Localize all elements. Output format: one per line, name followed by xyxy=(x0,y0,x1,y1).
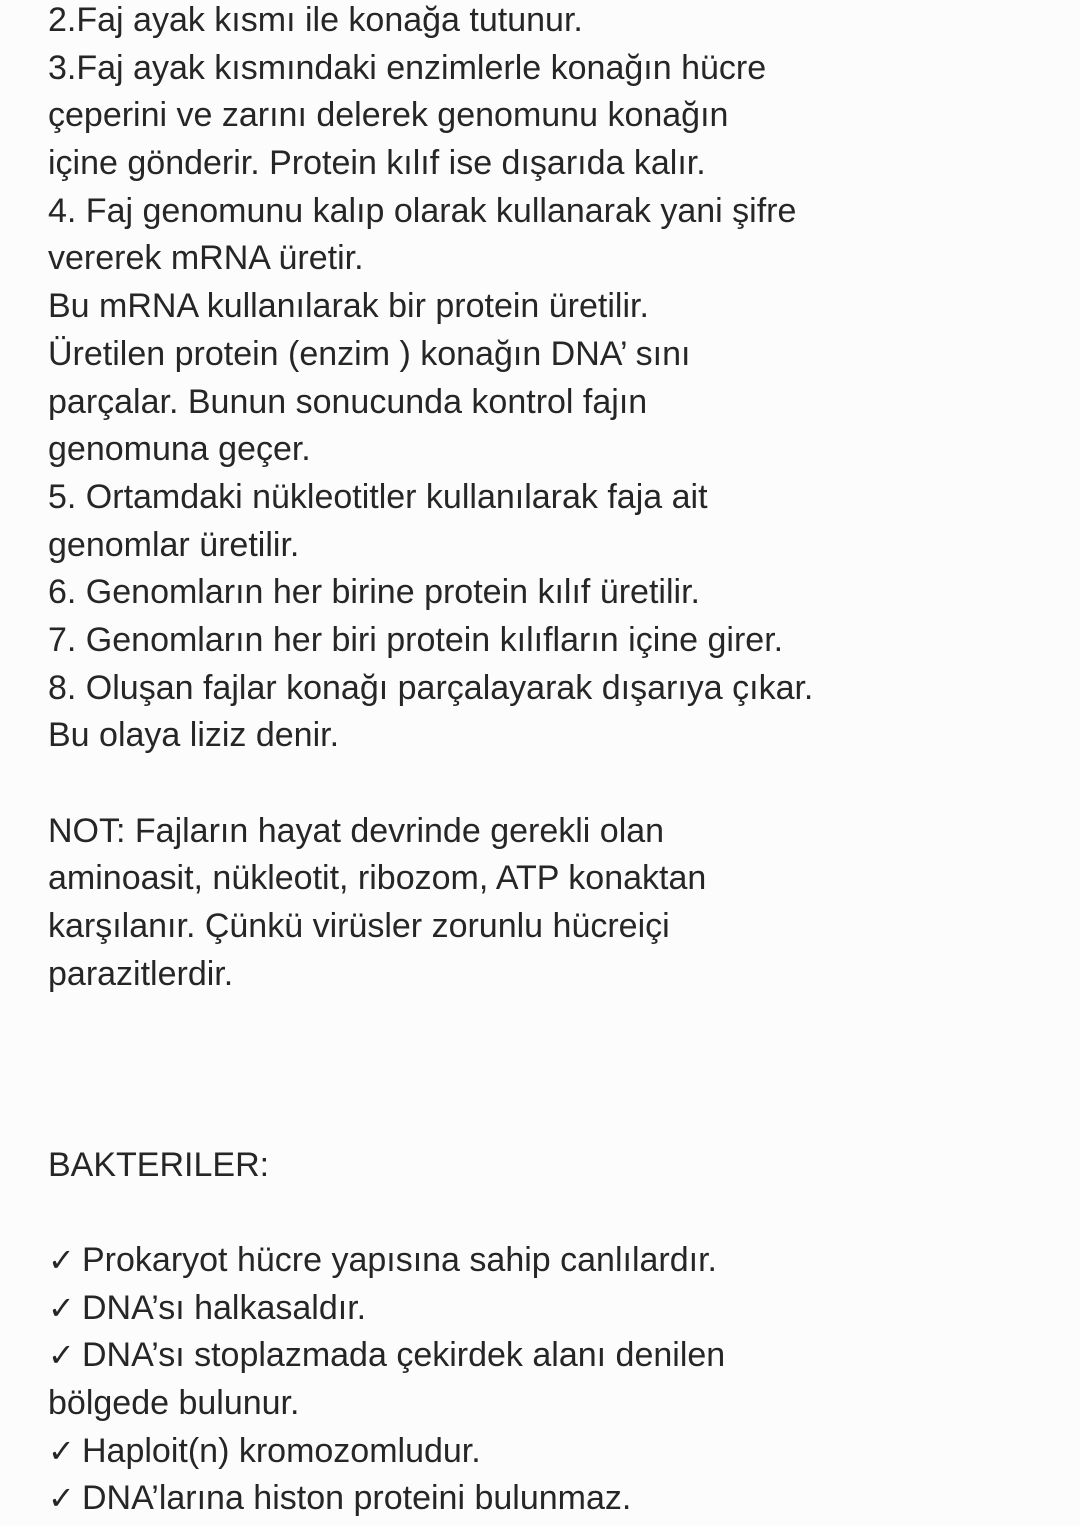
step-4-line-1: 4. Faj genomunu kalıp olarak kullanarak yani şifre xyxy=(48,191,797,230)
step-5-line-1: 5. Ortamdaki nükleotitler kullanılarak faja ait xyxy=(48,477,708,516)
step-4-line-3: Bu mRNA kullanılarak bir protein üretilir. xyxy=(48,287,649,326)
step-2-line: 2.Faj ayak kısmı ile konağa tutunur. xyxy=(48,1,583,39)
step-3-line-1: 3.Faj ayak kısmındaki enzimlerle konağın hücre xyxy=(48,48,767,87)
paragraph-gap xyxy=(48,760,1058,808)
checkmark-icon: ✓ xyxy=(48,1288,75,1327)
bacteria-heading: BAKTERILER: xyxy=(48,1145,270,1184)
step-5-line-2: genomlar üretilir. xyxy=(48,525,300,564)
bacteria-item-text: Haploit(n) kromozomludur. xyxy=(82,1431,481,1470)
bacteria-item-text: DNA’sı halkasaldır. xyxy=(82,1288,367,1327)
step-3-line-2: çeperini ve zarını delerek genomunu konağın xyxy=(48,96,729,135)
bacteria-item-4 xyxy=(48,1428,1058,1476)
section-gap xyxy=(48,998,1058,1141)
bacteria-item-text: DNA’larına histon proteini bulunmaz. xyxy=(82,1479,632,1518)
step-4-line-2: vererek mRNA üretir. xyxy=(48,239,364,278)
bacteria-item-1 xyxy=(48,1237,1058,1285)
step-8-line-2: Bu olaya liziz denir. xyxy=(48,716,340,755)
step-3-line-3: içine gönderir. Protein kılıf ise dışarıda kalır. xyxy=(48,144,706,183)
bacteria-item-2 xyxy=(48,1285,1058,1333)
heading-gap xyxy=(48,1189,1058,1237)
document-page xyxy=(48,0,1058,1523)
checkmark-icon: ✓ xyxy=(48,1479,75,1518)
checkmark-icon: ✓ xyxy=(48,1240,75,1279)
note-line-2: aminoasit, nükleotit, ribozom, ATP konaktan xyxy=(48,859,707,898)
checkmark-icon: ✓ xyxy=(48,1431,75,1470)
note-line-3: karşılanır. Çünkü virüsler zorunlu hücreiçi xyxy=(48,907,670,946)
step-8-line-1: 8. Oluşan fajlar konağı parçalayarak dışarıya çıkar. xyxy=(48,668,814,707)
checkmark-icon: ✓ xyxy=(48,1336,75,1375)
bacteria-item-text: Prokaryot hücre yapısına sahip canlılardır. xyxy=(82,1240,717,1279)
bacteria-item-5 xyxy=(48,1475,1058,1523)
step-7-line: 7. Genomların her biri protein kılıfların içine girer. xyxy=(48,620,784,659)
step-4-line-5: parçalar. Bunun sonucunda kontrol fajın xyxy=(48,382,648,421)
step-4-line-4: Üretilen protein (enzim ) konağın DNA’ sını xyxy=(48,334,691,373)
note-line-4: parazitlerdir. xyxy=(48,954,234,993)
step-4-line-6: genomuna geçer. xyxy=(48,430,311,469)
step-6-line: 6. Genomların her birine protein kılıf üretilir. xyxy=(48,573,700,612)
note-line-1: NOT: Fajların hayat devrinde gerekli olan xyxy=(48,811,665,850)
bacteria-item-3 xyxy=(48,1332,1058,1380)
bacteria-item-3-continued: bölgede bulunur. xyxy=(48,1383,300,1422)
bacteria-item-text: DNA’sı stoplazmada çekirdek alanı denilen xyxy=(82,1336,726,1375)
